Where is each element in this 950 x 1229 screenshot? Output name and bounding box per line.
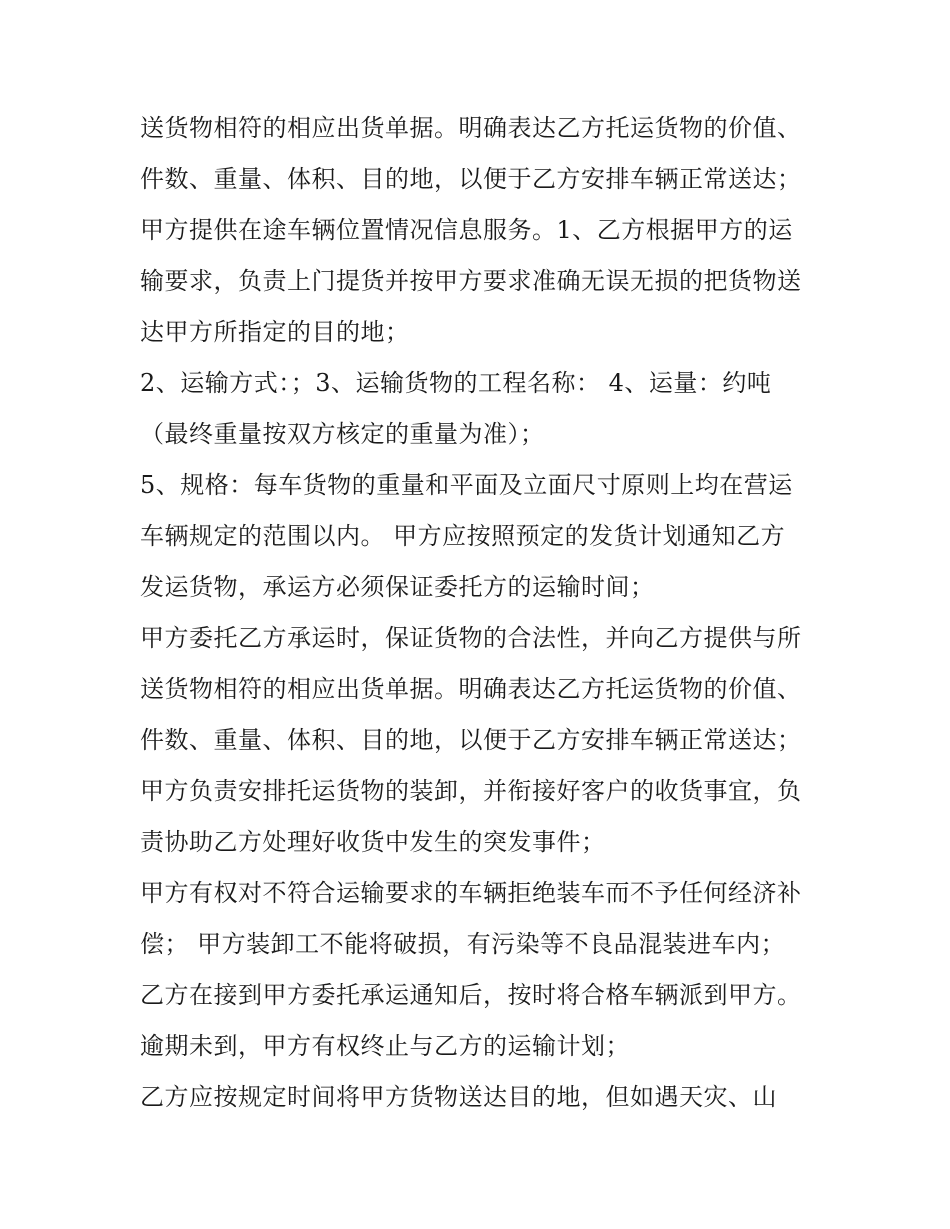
text-line: 发运货物，承运方必须保证委托方的运输时间； <box>140 573 655 601</box>
text-line: 乙方应按规定时间将甲方货物送达目的地，但如遇天灾、山 <box>140 1083 777 1111</box>
document-body <box>140 103 820 1123</box>
text-line: 甲方委托乙方承运时，保证货物的合法性，并向乙方提供与所 <box>140 624 802 652</box>
text-line: 5、规格：每车货物的重量和平面及立面尺寸原则上均在营运 <box>140 471 793 499</box>
text-line: 甲方有权对不符合运输要求的车辆拒绝装车而不予任何经济补 <box>140 879 802 907</box>
text-line: 2、运输方式：；3、运输货物的工程名称： 4、运量：约吨 <box>140 369 772 397</box>
text-line: 送货物相符的相应出货单据。明确表达乙方托运货物的价值、 <box>140 675 802 703</box>
text-line: 输要求，负责上门提货并按甲方要求准确无误无损的把货物送 <box>140 267 802 295</box>
text-line: 偿； 甲方装卸工不能将破损，有污染等不良品混装进车内； <box>140 930 786 958</box>
text-line: 逾期未到，甲方有权终止与乙方的运输计划； <box>140 1032 630 1060</box>
text-line: 乙方在接到甲方委托承运通知后，按时将合格车辆派到甲方。 <box>140 981 802 1009</box>
text-line: 甲方负责安排托运货物的装卸，并衔接好客户的收货事宜，负 <box>140 777 802 805</box>
text-line: 责协助乙方处理好收货中发生的突发事件； <box>140 828 606 856</box>
text-line: （最终重量按双方核定的重量为准）； <box>140 420 545 448</box>
text-line: 甲方提供在途车辆位置情况信息服务。1、乙方根据甲方的运 <box>140 216 793 244</box>
text-line: 达甲方所指定的目的地； <box>140 318 410 346</box>
text-line: 件数、重量、体积、目的地，以便于乙方安排车辆正常送达； <box>140 165 802 193</box>
text-line: 送货物相符的相应出货单据。明确表达乙方托运货物的价值、 <box>140 114 802 142</box>
text-line: 车辆规定的范围以内。 甲方应按照预定的发货计划通知乙方 <box>140 522 786 550</box>
text-line: 件数、重量、体积、目的地，以便于乙方安排车辆正常送达； <box>140 726 802 754</box>
